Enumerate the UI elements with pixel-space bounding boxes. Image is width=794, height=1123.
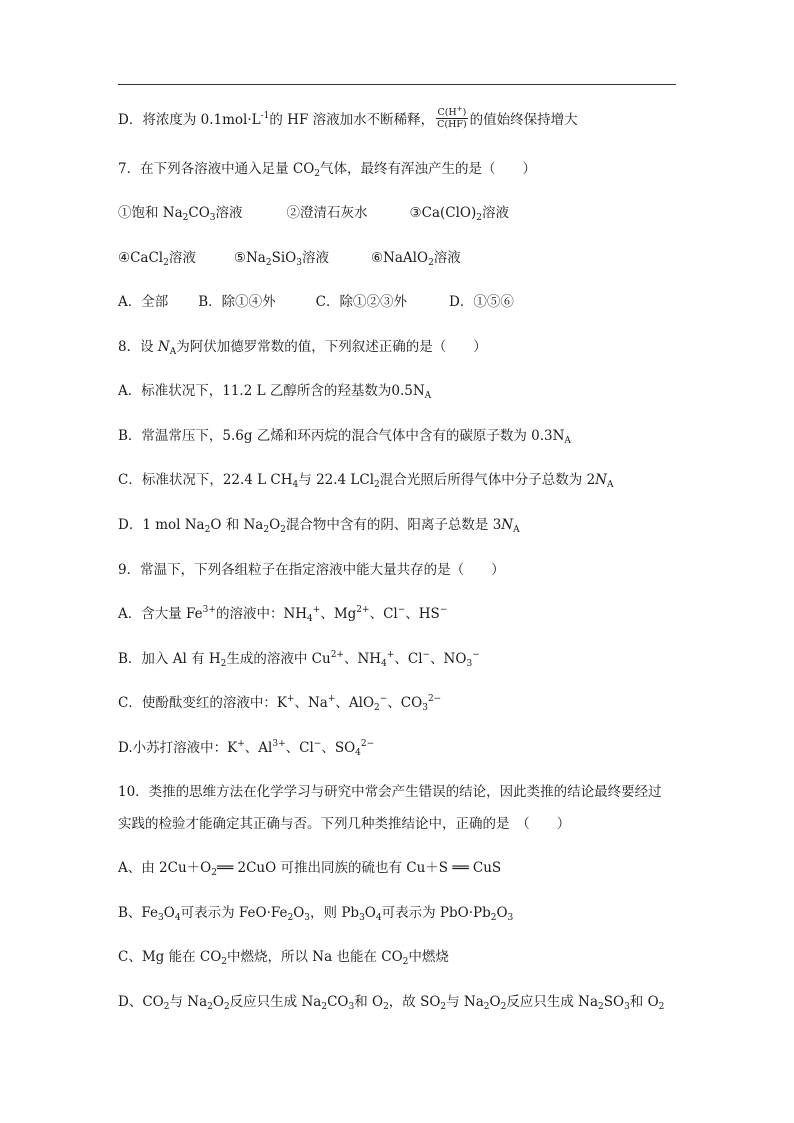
q8-option-a: A．标准状况下，11.2 L 乙醇所含的羟基数为$0.5N_A$ [118, 383, 432, 401]
header-rule [118, 84, 676, 85]
q7-item-6: ⑥NaAlO$_2$溶液 [370, 250, 461, 268]
q6-option-d: D．将浓度为 $0.1mol\cdot L^{-1}$的 HF 溶液加水不断稀释， $\frac{C(H^+)}{C(HF)}$ 的值始终保持增大 [118, 105, 578, 130]
q7-option-d: D．①⑤⑥ [449, 294, 514, 310]
concentration-ratio-fraction: $\frac{C(H^+)}{C(HF)}$ [437, 105, 467, 130]
q7-item-2: ②澄清石灰水 [286, 205, 368, 221]
q10-option-c: C、Mg 能在 $CO_2$中燃烧，所以 Na 也能在 $CO_2$中燃烧 [118, 949, 449, 967]
q10-option-d: D、$CO_2$与 $Na_2O_2$反应只生成 $Na_2CO_3$和 $O_2$，故 $SO_2$与 $Na_2O_2$反应只生成 $Na_2SO_3$和 $O_2$ [118, 994, 665, 1012]
q7-item-5: $⑤Na_2SiO_3$溶液 [233, 250, 329, 268]
q7-items-row-2 [118, 248, 461, 268]
q10-option-a: A、由 $2Cu+O_2══$ 2CuO 可推出同族的硫也有 Cu＋S ══ CuS [118, 860, 502, 878]
q8-option-d: D．1 mol $Na_2O$ 和 $Na_2O_2$混合物中含有的阴、阳离子总数是 $3N_A$ [118, 517, 520, 535]
q7-items-row-1 [118, 203, 509, 223]
q10-stem-line-1: 10．类推的思维方法在化学学习与研究中常会产生错误的结论，因此类推的结论最终要经过 [118, 784, 662, 800]
q7-option-a: A．全部 [118, 294, 169, 310]
q7-item-3: $③Ca(ClO)_2$溶液 [409, 205, 509, 223]
q10-stem-line-2: 实践的检验才能确定其正确与否。下列几种类推结论中，正确的是 （ ） [118, 816, 571, 832]
q8-option-c: C．标准状况下，22.4 L $CH_4$与 22.4 LCl$_2$混合光照后所得气体中分子总数为 $2N_A$ [118, 472, 614, 490]
q7-options [118, 292, 514, 312]
q9-option-a: A．含大量 $Fe^{3+}$的溶液中：$NH_4^+$、$Mg^{2+}$、Cl−、HS− [118, 605, 448, 624]
q7-option-c: C．除①②③外 [315, 294, 408, 310]
q9-option-d: D.小苏打溶液中：K+、$Al^{3+}$、Cl−、$SO_4^{2-}$ [118, 739, 375, 758]
q9-stem: 9．常温下，下列各组粒子在指定溶液中能大量共存的是（ ） [118, 562, 505, 578]
q7-item-1: ①饱和 $Na_2CO_3$溶液 [118, 205, 243, 223]
q7-stem: 7．在下列各溶液中通入足量 $CO_2$气体，最终有浑浊产生的是（ ） [118, 161, 537, 179]
q9-option-b: B．加入 Al 有 $H_2$生成的溶液中 $Cu^{2+}$、$NH_4^+$、Cl−、$NO_3^-$ [118, 650, 480, 669]
q10-option-b: B、$Fe_3O_4$可表示为 $FeO\cdot Fe_2O_3$，则 $Pb_3O_4$可表示为 $PbO\cdot Pb_2O_3$ [118, 905, 514, 923]
q7-option-b: B．除①④外 [198, 294, 276, 310]
q8-stem: 8．设 $N_A$为阿伏加德罗常数的值，下列叙述正确的是（ ） [118, 339, 487, 357]
q8-option-b: B．常温常压下，5.6g 乙烯和环丙烷的混合气体中含有的碳原子数为 $0.3N_A$ [118, 428, 571, 446]
q7-item-4: ④CaCl$_2$溶液 [118, 250, 196, 268]
q9-option-c: C．使酚酞变红的溶液中：K+、Na+、AlO$_2$−、$CO_3^{2-}$ [118, 694, 442, 713]
